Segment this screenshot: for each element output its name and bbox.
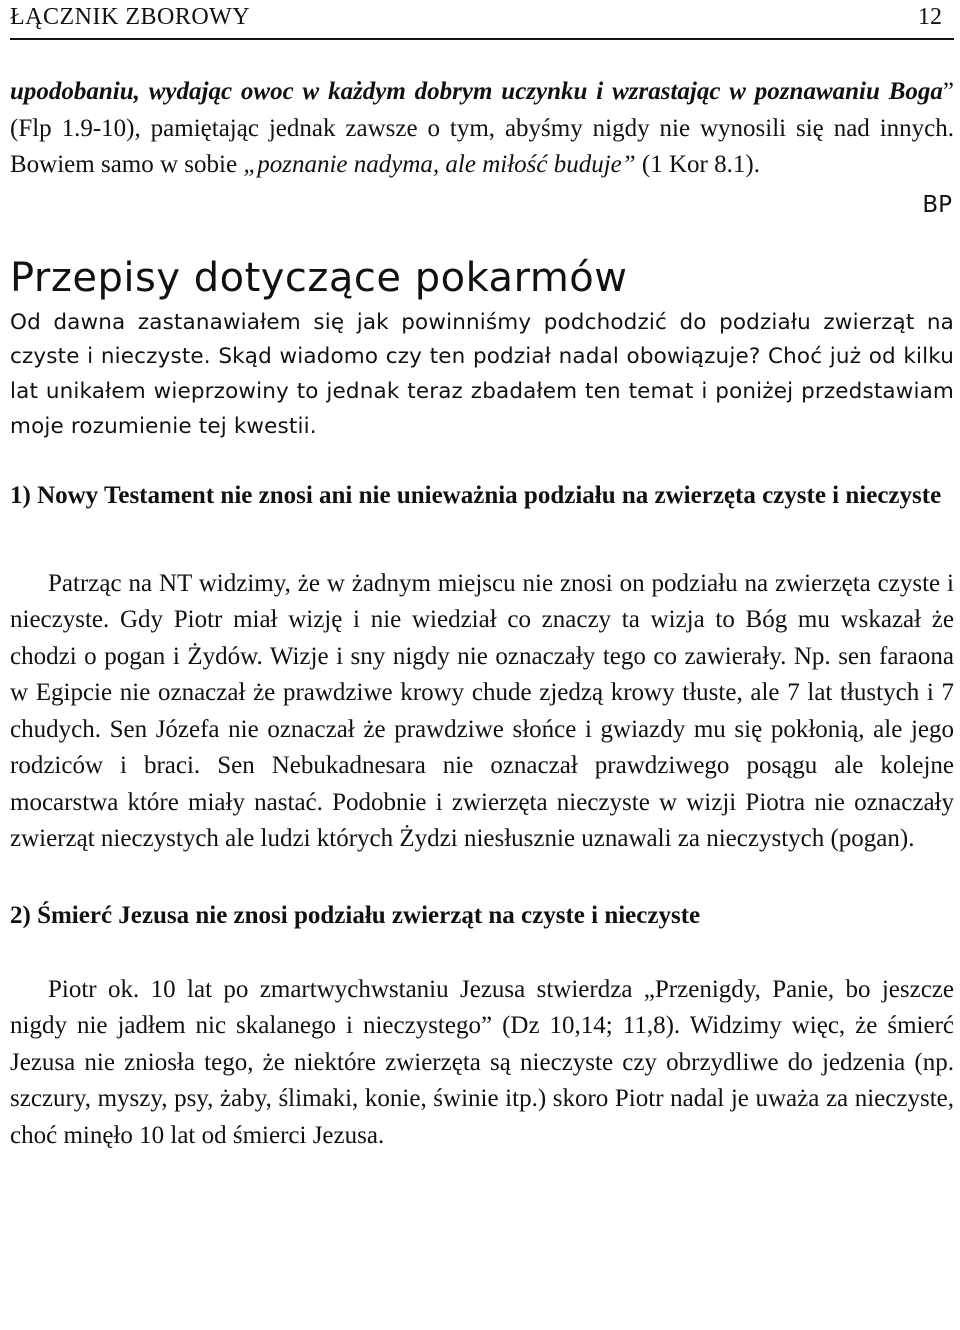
intro-text: ” (Flp 1.9-10), pamiętając jednak zawsze o tym, abyśmy nigdy nie wynosili się nad innych. Bowiem samo w sobie [10, 78, 954, 178]
section-2-heading: 2) Śmierć Jezusa nie znosi podziału zwierząt na czyste i nieczyste [10, 901, 701, 929]
intro-paragraph [10, 74, 954, 184]
page-number: 12 [918, 4, 942, 30]
running-header [10, 0, 954, 40]
section-1-heading: 1) Nowy Testament nie znosi ani nie unieważnia podziału na zwierzęta czyste i nieczyste [10, 481, 942, 509]
article-lead: Od dawna zastanawiałem się jak powinniśmy podchodzić do podziału zwierząt na czyste i nieczyste. Skąd wiadomo czy ten podział nadal obowiązuje? Choć już od kilku lat unikałem wieprzowiny to jednak teraz zbadałem ten temat i poniżej przedstawiam moje rozumienie tej kwestii. [10, 309, 954, 439]
article-title: Przepisy dotyczące pokarmów [10, 254, 628, 301]
quote-emphasis: upodobaniu, wydając owoc w każdym dobrym uczynku i wzrastając w poznawaniu Boga [10, 78, 943, 105]
intro-reference: (1 Kor 8.1). [635, 151, 760, 178]
section-2-body: Piotr ok. 10 lat po zmartwychwstaniu Jezusa stwierdza „Przenigdy, Panie, bo jeszcze nigdy nie jadłem nic skalanego i nieczystego” (Dz 10,14; 11,8). Widzimy więc, że śmierć Jezusa nie zniosła tego, że niektóre zwierzęta są nieczyste czy obrzydliwe do jedzenia (np. szczury, myszy, psy, żaby, ślimaki, konie, świnie itp.) skoro Piotr nadal je uważa za nieczyste, choć minęło 10 lat od śmierci Jezusa. [10, 975, 954, 1149]
publication-title: ŁĄCZNIK ZBOROWY [10, 4, 251, 30]
author-signature: BP [922, 191, 952, 218]
quote-text: „poznanie nadyma, ale miłość buduje” [243, 151, 636, 178]
section-1-body: Patrząc na NT widzimy, że w żadnym miejscu nie znosi on podziału na zwierzęta czyste i nieczyste. Gdy Piotr miał wizję i nie wiedział co znaczy ta wizja to Bóg mu wskazał że chodzi o pogan i Żydów. Wizje i sny nigdy nie oznaczały tego co zawierały. Np. sen faraona w Egipcie nie oznaczał że prawdziwe krowy chude zjedzą krowy tłuste, ale 7 lat tłustych i 7 chudych. Sen Józefa nie oznaczał że prawdziwe słońce i gwiazdy mu się pokłonią, ale jego rodziców i braci. Sen Nebukadnesara nie oznaczał prawdziwego posągu ale kolejne mocarstwa które miały nastać. Podobnie i zwierzęta nieczyste w wizji Piotra nie oznaczały zwierząt nieczystych ale ludzi których Żydzi niesłusznie uznawali za nieczystych (pogan). [10, 569, 954, 853]
page [10, 0, 954, 1154]
